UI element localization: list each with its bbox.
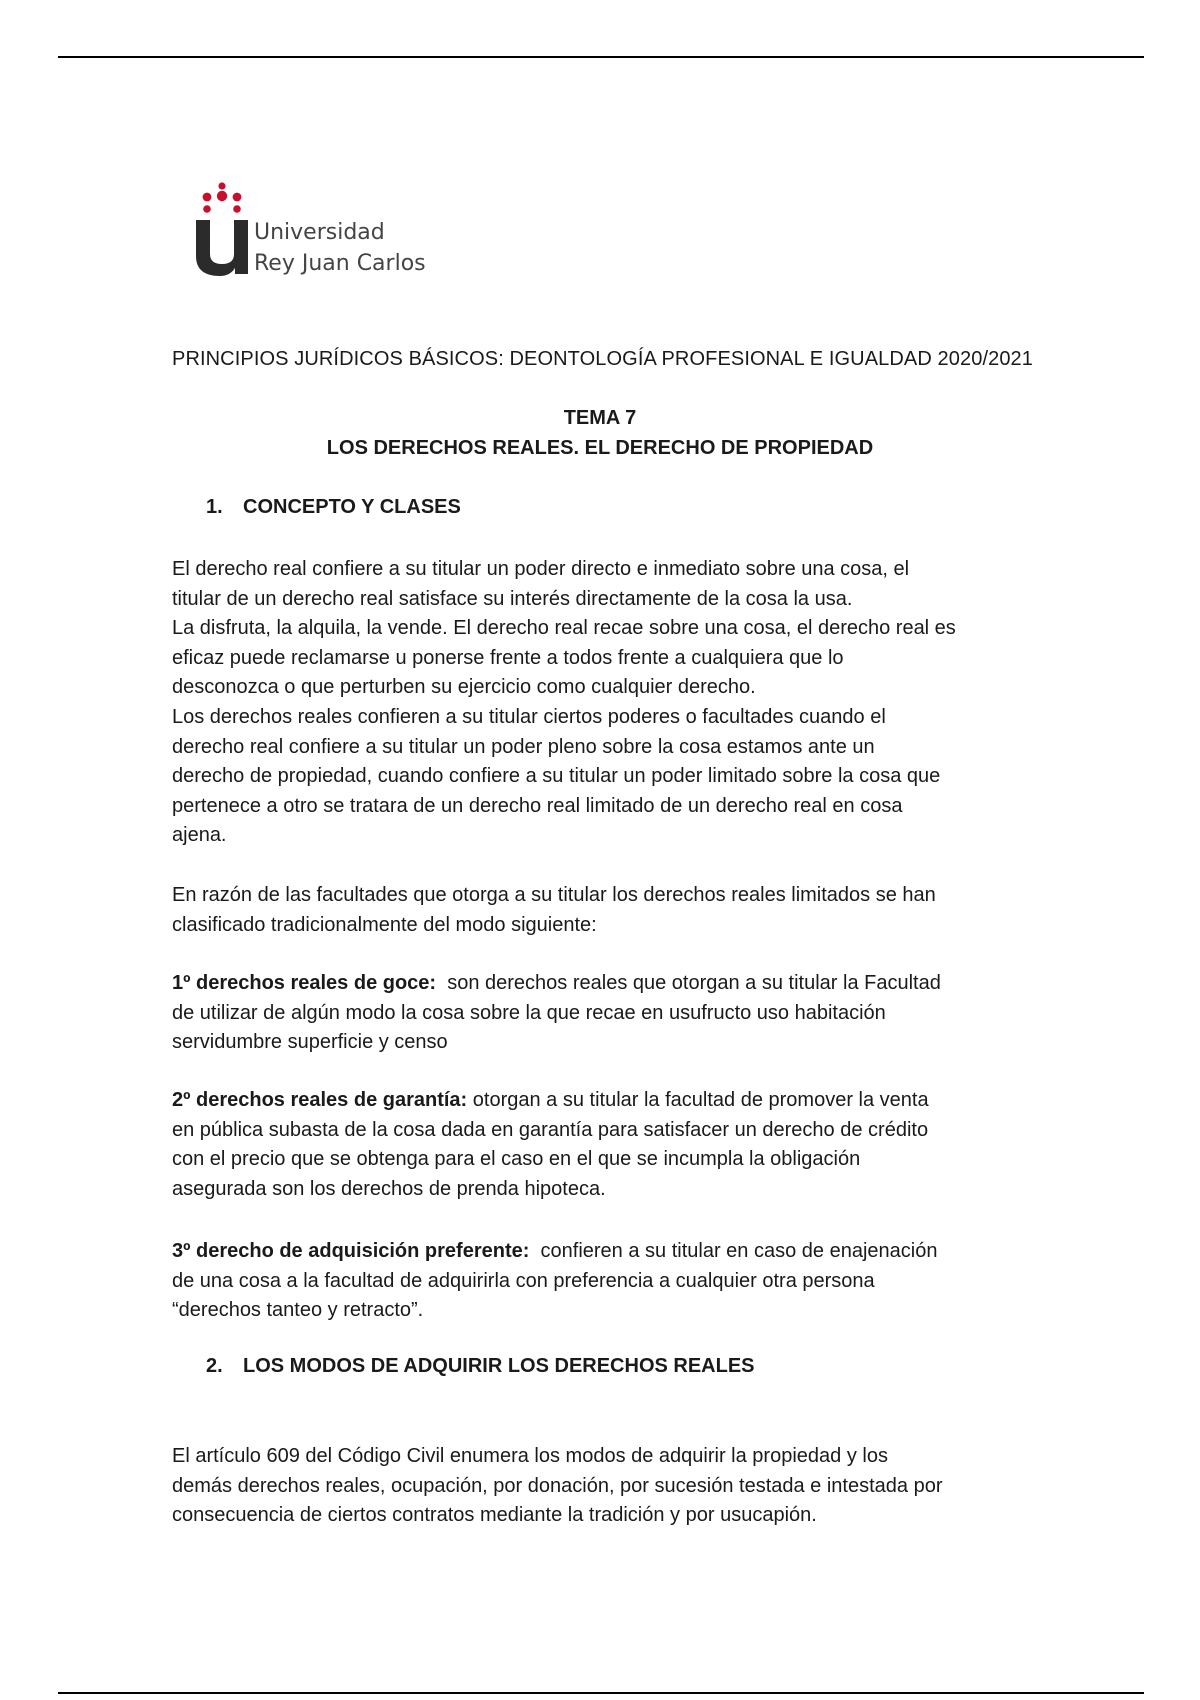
text-line <box>172 1086 1042 1116</box>
text-line: de utilizar de algún modo la cosa sobre la que recae en usufructo uso habitación <box>172 1001 886 1024</box>
paragraph-garantia <box>172 1086 1042 1204</box>
section-number: 1. <box>206 496 223 518</box>
text-line: Los derechos reales confieren a su titular ciertos poderes o facultades cuando el <box>172 705 886 728</box>
tema-title: LOS DERECHOS REALES. EL DERECHO DE PROPIEDAD <box>326 437 874 459</box>
term-label: 3º derecho de adquisición preferente: <box>172 1240 530 1262</box>
text-line: en pública subasta de la cosa dada en garantía para satisfacer un derecho de crédito <box>172 1118 929 1141</box>
term-label: 2º derechos reales de garantía: <box>172 1089 468 1111</box>
text-line: El derecho real confiere a su titular un poder directo e inmediato sobre una cosa, el <box>172 558 910 580</box>
text-line: demás derechos reales, ocupación, por donación, por sucesión testada e intestada por <box>172 1474 943 1497</box>
logo-line-1: Universidad <box>254 220 385 245</box>
paragraph-articulo <box>172 1442 1042 1531</box>
text-line: pertenece a otro se tratara de un derecho real limitado de un derecho real en cosa <box>172 794 903 817</box>
text-line: derecho real confiere a su titular un poder pleno sobre la cosa estamos ante un <box>172 735 875 758</box>
paragraph-intro <box>172 555 1042 851</box>
university-logo <box>172 172 430 292</box>
term-text: confieren a su titular en caso de enajenación <box>529 1240 938 1262</box>
section-title: CONCEPTO Y CLASES <box>243 496 461 518</box>
paragraph-goce <box>172 969 1042 1058</box>
course-title: PRINCIPIOS JURÍDICOS BÁSICOS: DEONTOLOGÍA PROFESIONAL E IGUALDAD 2020/2021 <box>172 348 1033 370</box>
logo-wordmark <box>254 217 426 279</box>
text-line: consecuencia de ciertos contratos mediante la tradición y por usucapión. <box>172 1504 817 1527</box>
text-line: servidumbre superficie y censo <box>172 1031 448 1054</box>
section-title: LOS MODOS DE ADQUIRIR LOS DERECHOS REALES <box>243 1355 755 1377</box>
text-line: desconozca o que perturben su ejercicio como cualquier derecho. <box>172 676 756 699</box>
text-line: En razón de las facultades que otorga a su titular los derechos reales limitados se han <box>172 884 936 906</box>
paragraph-clasificacion <box>172 881 1042 940</box>
text-line: ajena. <box>172 824 227 847</box>
urjc-u-logo-icon <box>190 180 254 280</box>
text-line: eficaz puede reclamarse u ponerse frente a todos frente a cualquiera que lo <box>172 646 844 669</box>
text-line <box>172 969 1042 999</box>
section-heading-1 <box>206 496 461 519</box>
term-text: otorgan a su titular la facultad de promover la venta <box>467 1089 929 1111</box>
text-line: asegurada son los derechos de prenda hipoteca. <box>172 1177 606 1200</box>
text-line: “derechos tanteo y retracto”. <box>172 1299 424 1322</box>
section-number: 2. <box>206 1355 223 1377</box>
term-text: son derechos reales que otorgan a su titular la Facultad <box>436 972 941 994</box>
text-line: clasificado tradicionalmente del modo siguiente: <box>172 913 597 936</box>
section-heading-2 <box>206 1355 755 1378</box>
term-label: 1º derechos reales de goce: <box>172 972 437 994</box>
text-line: de una cosa a la facultad de adquirirla con preferencia a cualquier otra persona <box>172 1269 875 1292</box>
text-line: titular de un derecho real satisface su interés directamente de la cosa la usa. <box>172 587 853 610</box>
paragraph-adquisicion <box>172 1237 1042 1326</box>
top-rule <box>58 56 1144 58</box>
text-line: con el precio que se obtenga para el caso en el que se incumpla la obligación <box>172 1148 861 1171</box>
text-line <box>172 1237 1042 1267</box>
text-line: El artículo 609 del Código Civil enumera los modos de adquirir la propiedad y los <box>172 1445 888 1467</box>
text-line: La disfruta, la alquila, la vende. El derecho real recae sobre una cosa, el derecho real es <box>172 617 956 640</box>
text-line: derecho de propiedad, cuando confiere a su titular un poder limitado sobre la cosa que <box>172 765 941 788</box>
bottom-rule <box>58 1692 1144 1694</box>
logo-line-2: Rey Juan Carlos <box>254 251 426 276</box>
tema-number: TEMA 7 <box>563 407 637 429</box>
